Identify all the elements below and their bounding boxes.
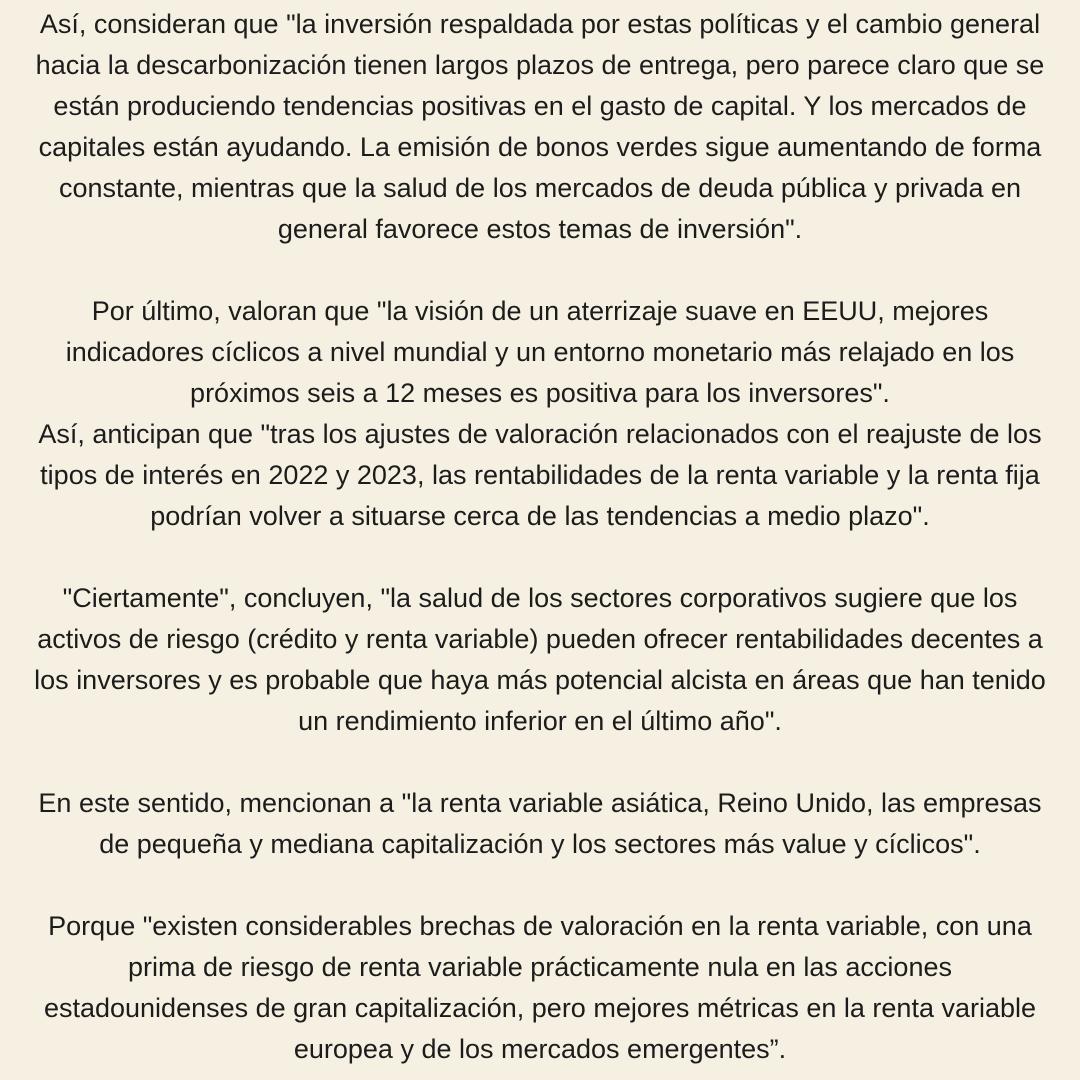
text-line: tipos de interés en 2022 y 2023, las rentabilidades de la renta variable y la renta fija (40, 460, 1040, 490)
text-line: general favorece estos temas de inversión". (277, 214, 803, 244)
text-line: podrían volver a situarse cerca de las tendencias a medio plazo". (150, 501, 930, 531)
text-line: europea y de los mercados emergentes”. (293, 1034, 787, 1064)
text-line: estadounidenses de gran capitalización, pero mejores métricas en la renta variable (43, 993, 1037, 1023)
text-line: constante, mientras que la salud de los mercados de deuda pública y privada en (58, 173, 1022, 203)
text-line: los inversores y es probable que haya más potencial alcista en áreas que han tenido (34, 665, 1046, 695)
paragraph-investment-decarbonization (0, 4, 1080, 250)
text-line: prima de riesgo de renta variable prácticamente nula en las acciones (128, 952, 952, 982)
paragraph-soft-landing-outlook (0, 291, 1080, 537)
text-line: Porque "existen considerables brechas de valoración en la renta variable, con una (48, 911, 1032, 941)
paragraph-corporate-health (0, 578, 1080, 742)
paragraph-spacer (0, 742, 1080, 783)
text-line: Así, consideran que "la inversión respaldada por estas políticas y el cambio general (39, 9, 1041, 39)
text-line: un rendimiento inferior en el último año". (298, 706, 782, 736)
text-line: de pequeña y mediana capitalización y los sectores más value y cíclicos". (99, 829, 981, 859)
text-line: En este sentido, mencionan a "la renta variable asiática, Reino Unido, las empresas (38, 788, 1042, 818)
paragraph-spacer (0, 537, 1080, 578)
text-line: indicadores cíclicos a nivel mundial y un entorno monetario más relajado en los (65, 337, 1015, 367)
paragraph-valuation-gaps (0, 906, 1080, 1070)
paragraph-spacer (0, 865, 1080, 906)
paragraph-sector-mentions (0, 783, 1080, 865)
text-line: hacia la descarbonización tienen largos plazos de entrega, pero parece claro que se (35, 50, 1045, 80)
text-line: Por último, valoran que "la visión de un aterrizaje suave en EEUU, mejores (91, 296, 989, 326)
paragraph-spacer (0, 250, 1080, 291)
text-line: Así, anticipan que "tras los ajustes de valoración relacionados con el reajuste de los (38, 419, 1042, 449)
text-line: activos de riesgo (crédito y renta variable) pueden ofrecer rentabilidades decentes a (37, 624, 1043, 654)
text-line: están produciendo tendencias positivas en el gasto de capital. Y los mercados de (53, 91, 1027, 121)
text-line: "Ciertamente", concluyen, "la salud de los sectores corporativos sugiere que los (62, 583, 1018, 613)
text-line: próximos seis a 12 meses es positiva para los inversores". (190, 378, 890, 408)
text-line: capitales están ayudando. La emisión de bonos verdes sigue aumentando de forma (38, 132, 1042, 162)
